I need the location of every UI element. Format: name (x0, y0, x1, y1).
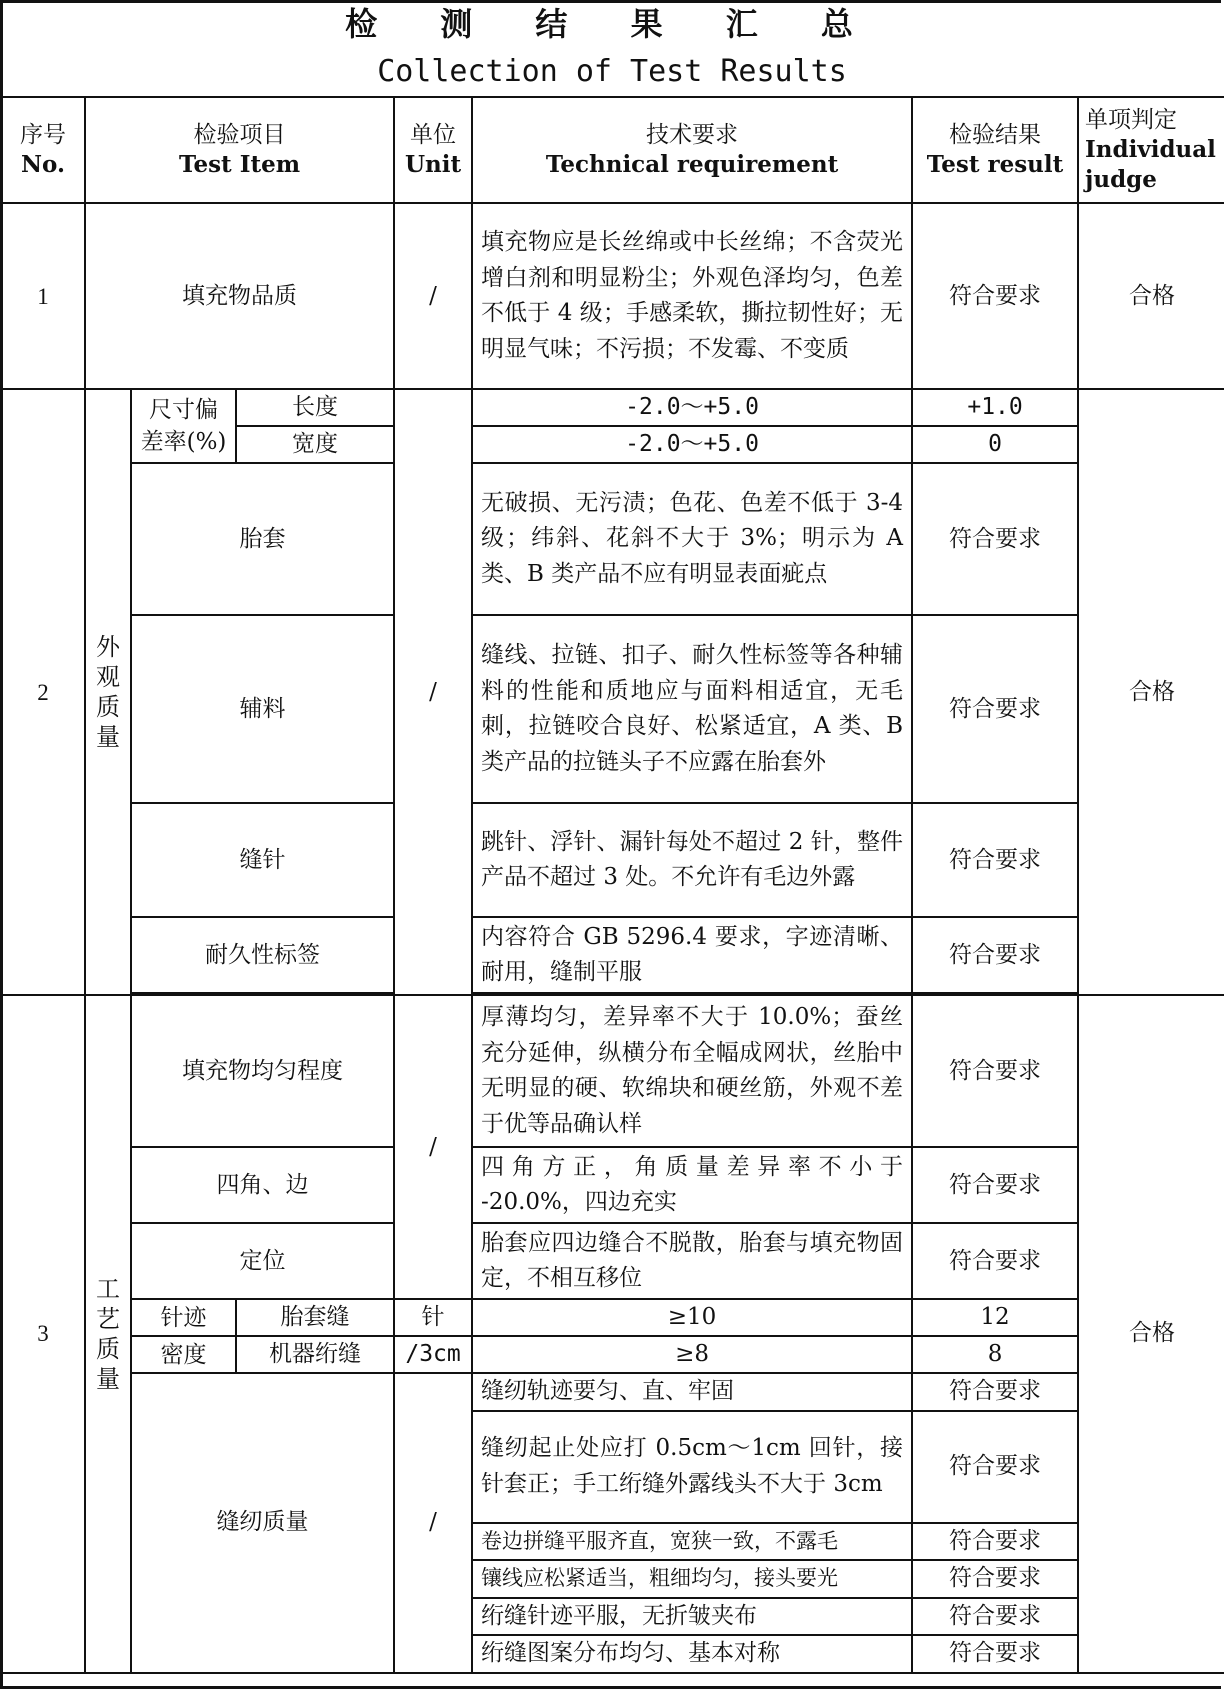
row2-label-item: 耐久性标签 (131, 917, 394, 993)
row3-sewing-result-4: 符合要求 (912, 1560, 1078, 1598)
row2-size-label: 尺寸偏差率(%) (131, 389, 236, 463)
row2-no: 2 (1, 389, 85, 995)
row3-corners-result: 符合要求 (912, 1147, 1078, 1223)
row3-machine-quilt-result: 8 (912, 1336, 1078, 1373)
row3-unit-top: / (394, 995, 472, 1299)
row3-sewing-item: 缝纫质量 (131, 1373, 394, 1673)
row3-sewing-requirement-3: 卷边拼缝平服齐直，宽狭一致，不露毛 (472, 1523, 912, 1561)
row1-item: 填充物品质 (85, 203, 394, 389)
row2-stitch-result: 符合要求 (912, 803, 1078, 917)
row2-accessories-result: 符合要求 (912, 615, 1078, 803)
row2-accessories-requirement: 缝线、拉链、扣子、耐久性标签等各种辅料的性能和质地应与面料相适宜，无毛刺，拉链咬合良好、松紧适宜，A 类、B 类产品的拉链头子不应露在胎套外 (472, 615, 912, 803)
row3-corners-item: 四角、边 (131, 1147, 394, 1223)
row2-label-result: 符合要求 (912, 917, 1078, 993)
row-2-label (1, 917, 1224, 993)
row3-sewing-result-6: 符合要求 (912, 1635, 1078, 1673)
header-no: 序号 No. (1, 97, 85, 203)
row2-stitch-item: 缝针 (131, 803, 394, 917)
row-1 (1, 203, 1224, 389)
row2-cover-item: 胎套 (131, 463, 394, 615)
row2-judge: 合格 (1078, 389, 1224, 995)
row1-judge: 合格 (1078, 203, 1224, 389)
row-3-sewing-1 (1, 1373, 1224, 1411)
row-3-machine-quilt (1, 1336, 1224, 1373)
row3-density-label-bottom: 密度 (131, 1336, 236, 1373)
row3-sewing-unit: / (394, 1373, 472, 1673)
row2-group: 外 观 质 量 (85, 389, 131, 995)
row3-positioning-result: 符合要求 (912, 1223, 1078, 1299)
row-2-stitch (1, 803, 1224, 917)
row2-length-requirement: -2.0～+5.0 (472, 389, 912, 426)
row3-no: 3 (1, 995, 85, 1673)
row3-density-unit-top: 针 (394, 1299, 472, 1336)
row2-cover-requirement: 无破损、无污渍；色花、色差不低于 3-4 级；纬斜、花斜不大于 3%；明示为 A 类、B 类产品不应有明显表面疵点 (472, 463, 912, 615)
row3-sewing-requirement-2: 缝纫起止处应打 0.5cm～1cm 回针，接针套正；手工绗缝外露线头不大于 3cm (472, 1411, 912, 1523)
row3-cover-seam-requirement: ≥10 (472, 1299, 912, 1336)
row2-unit: / (394, 389, 472, 995)
header-unit: 单位 Unit (394, 97, 472, 203)
row3-machine-quilt-label: 机器绗缝 (236, 1336, 394, 1373)
row-2-length (1, 389, 1224, 426)
header-item: 检验项目 Test Item (85, 97, 394, 203)
row2-width-result: 0 (912, 426, 1078, 463)
row2-accessories-item: 辅料 (131, 615, 394, 803)
title-chinese: 检 测 结 果 汇 总 (345, 5, 879, 43)
row3-positioning-item: 定位 (131, 1223, 394, 1299)
row-2-cover (1, 463, 1224, 615)
title-english: Collection of Test Results (377, 54, 847, 89)
row2-length-label: 长度 (236, 389, 394, 426)
row1-requirement: 填充物应是长丝绵或中长丝绵；不含荧光增白剂和明显粉尘；外观色泽均匀，色差不低于 4 级；手感柔软，撕拉韧性好；无明显气味；不污损；不发霉、不变质 (472, 203, 912, 389)
row3-corners-requirement: 四角方正，角质量差异率不小于 -20.0%，四边充实 (472, 1147, 912, 1223)
row3-machine-quilt-requirement: ≥8 (472, 1336, 912, 1373)
row2-length-result: +1.0 (912, 389, 1078, 426)
header-requirement: 技术要求 Technical requirement (472, 97, 912, 203)
row1-result: 符合要求 (912, 203, 1078, 389)
row3-sewing-requirement-5: 绗缝针迹平服，无折皱夹布 (472, 1598, 912, 1636)
header-judge: 单项判定 Individual judge (1078, 97, 1224, 203)
row2-width-requirement: -2.0～+5.0 (472, 426, 912, 463)
row3-cover-seam-result: 12 (912, 1299, 1078, 1336)
row-3-cover-seam (1, 1299, 1224, 1336)
row3-cover-seam-label: 胎套缝 (236, 1299, 394, 1336)
row-3-corners (1, 1147, 1224, 1223)
row-2-accessories (1, 615, 1224, 803)
results-table (0, 96, 1224, 1674)
row3-positioning-requirement: 胎套应四边缝合不脱散，胎套与填充物固定，不相互移位 (472, 1223, 912, 1299)
row3-group: 工 艺 质 量 (85, 995, 131, 1673)
row3-judge: 合格 (1078, 995, 1224, 1673)
row2-width-label: 宽度 (236, 426, 394, 463)
row3-sewing-result-5: 符合要求 (912, 1598, 1078, 1636)
row3-sewing-result-2: 符合要求 (912, 1411, 1078, 1523)
header-row (1, 97, 1224, 203)
row3-sewing-requirement-6: 绗缝图案分布均匀、基本对称 (472, 1635, 912, 1673)
row3-sewing-requirement-4: 镶线应松紧适当，粗细均匀，接头要光 (472, 1560, 912, 1598)
row-3-positioning (1, 1223, 1224, 1299)
header-result: 检验结果 Test result (912, 97, 1078, 203)
row3-sewing-requirement-1: 缝纫轨迹要匀、直、牢固 (472, 1373, 912, 1411)
row3-density-unit-bottom: /3cm (394, 1336, 472, 1373)
row1-no: 1 (1, 203, 85, 389)
row3-sewing-result-3: 符合要求 (912, 1523, 1078, 1561)
row3-evenness-requirement: 厚薄均匀，差异率不大于 10.0%；蚕丝充分延伸，纵横分布全幅成网状，丝胎中无明显的硬、软绵块和硬丝筋，外观不差于优等品确认样 (472, 995, 912, 1147)
row1-unit: / (394, 203, 472, 389)
row3-evenness-item: 填充物均匀程度 (131, 995, 394, 1147)
row3-density-label-top: 针迹 (131, 1299, 236, 1336)
row2-label-requirement: 内容符合 GB 5296.4 要求，字迹清晰、耐用，缝制平服 (472, 917, 912, 993)
row-3-evenness (1, 995, 1224, 1147)
row3-sewing-result-1: 符合要求 (912, 1373, 1078, 1411)
row3-evenness-result: 符合要求 (912, 995, 1078, 1147)
row2-cover-result: 符合要求 (912, 463, 1078, 615)
row2-stitch-requirement: 跳针、浮针、漏针每处不超过 2 针，整件产品不超过 3 处。不允许有毛边外露 (472, 803, 912, 917)
